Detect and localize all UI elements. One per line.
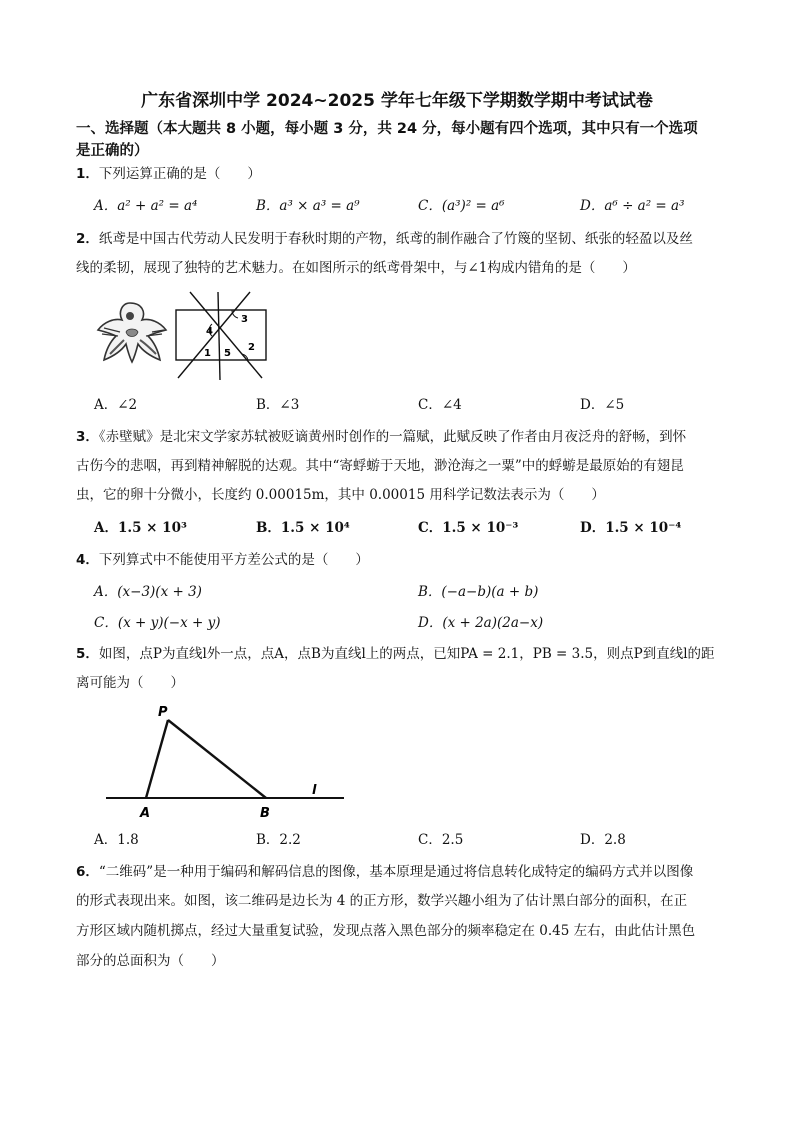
q1-option-c: C．(a³)² = a⁶: [418, 198, 505, 214]
question-5: [76, 644, 736, 664]
q4-option-c: C．(x + y)(−x + y): [94, 615, 221, 631]
point-b-label: B: [260, 806, 270, 821]
q2-option-d: D．∠5: [580, 397, 625, 413]
segment-pb: [168, 720, 266, 798]
question-6-line-2: 的形式表现出来。如图，该二维码是边长为 4 的正方形，数学兴趣小组为了估计黑白部分的面积，在正: [76, 893, 688, 909]
angle-label-5: 5: [224, 348, 231, 359]
question-4: [76, 550, 736, 570]
question-5-line-1: 如图，点P为直线l外一点，点A，点B为直线l上的两点，已知PA = 2.1，PB = 3.5，则点P到直线l的距: [98, 646, 715, 662]
kite-bird-image: [98, 303, 166, 362]
question-6-line-4: 部分的总面积为（ ）: [76, 953, 225, 969]
angle-label-2: 2: [248, 342, 255, 353]
q1-option-d: D．a⁶ ÷ a² = a³: [580, 198, 685, 214]
question-5-line-2: 离可能为（ ）: [76, 675, 184, 691]
question-3-line-2: 古伤今的悲咽，再到精神解脱的达观。其中“寄蜉蝣于天地，渺沧海之一粟”中的蜉蝣是最原始的有翅昆: [76, 458, 684, 474]
q3-option-b: B．1.5 × 10⁴: [256, 520, 350, 536]
question-1-text: 下列运算正确的是（ ）: [98, 166, 261, 182]
angle-label-1: 1: [204, 348, 211, 359]
section-heading-line-1: 一、选择题（本大题共 8 小题，每小题 3 分，共 24 分，每小题有四个选项，其中只有一个选项: [76, 121, 698, 137]
question-3-line-3: 虫，它的卵十分微小，长度约 0.00015m，其中 0.00015 用科学记数法表示为（ ）: [76, 487, 605, 503]
question-5-number: 5．: [76, 646, 99, 662]
question-3-number: 3．: [76, 429, 99, 445]
section-heading-line-2: 是正确的）: [76, 143, 149, 159]
q3-option-d: D．1.5 × 10⁻⁴: [580, 520, 682, 536]
question-3-line-1: 《赤壁赋》是北宋文学家苏轼被贬谪黄州时创作的一篇赋，此赋反映了作者由月夜泛舟的舒畅，到怀: [98, 429, 687, 445]
segment-pa: [146, 720, 168, 798]
frame-diagonal-1: [190, 292, 262, 378]
q2-option-a: A．∠2: [94, 397, 138, 413]
frame-diagonal-2: [178, 292, 250, 378]
line-l-label: l: [312, 783, 317, 798]
question-1-number: 1．: [76, 166, 99, 182]
point-line-diagram: [100, 700, 350, 822]
question-4-number: 4．: [76, 552, 99, 568]
angle-label-3: 3: [241, 314, 248, 325]
frame-vertical: [218, 292, 220, 380]
q4-option-d: D．(x + 2a)(2a−x): [418, 615, 544, 631]
question-3: [76, 427, 736, 447]
q5-option-c: C．2.5: [418, 832, 464, 848]
q3-option-a: A．1.5 × 10³: [94, 520, 187, 536]
question-2-number: 2．: [76, 231, 99, 247]
question-6: [76, 862, 736, 882]
q2-option-b: B．∠3: [256, 397, 300, 413]
point-a-label: A: [140, 806, 151, 821]
q5-option-b: B．2.2: [256, 832, 301, 848]
question-6-number: 6．: [76, 864, 99, 880]
question-6-line-3: 方形区域内随机掷点，经过大量重复试验，发现点落入黑色部分的频率稳定在 0.45 左右，由此估计黑色: [76, 923, 696, 939]
q3-option-c: C．1.5 × 10⁻³: [418, 520, 519, 536]
question-6-line-1: “二维码”是一种用于编码和解码信息的图像，基本原理是通过将信息转化成特定的编码方式并以图像: [98, 864, 694, 880]
angle-label-4: 4: [206, 326, 213, 337]
question-4-text: 下列算式中不能使用平方差公式的是（ ）: [98, 552, 369, 568]
q5-option-d: D．2.8: [580, 832, 626, 848]
q5-option-a: A．1.8: [94, 832, 139, 848]
question-2: [76, 229, 736, 249]
section-heading: [76, 118, 736, 162]
q4-option-a: A．(x−3)(x + 3): [94, 584, 202, 600]
question-2-line-2: 线的柔韧，展现了独特的艺术魅力。在如图所示的纸鸢骨架中，与∠1构成内错角的是（ ）: [76, 260, 636, 276]
q2-option-c: C．∠4: [418, 397, 462, 413]
kite-frame-diagram: [168, 288, 272, 384]
exam-title: 广东省深圳中学 2024~2025 学年七年级下学期数学期中考试试卷: [141, 91, 653, 111]
q4-option-b: B．(−a−b)(a + b): [418, 584, 539, 600]
question-1: [76, 164, 736, 184]
q1-option-a: A．a² + a² = a⁴: [94, 198, 198, 214]
angle-3-arc: [232, 310, 238, 318]
point-p-label: P: [158, 705, 168, 720]
question-2-line-1: 纸鸢是中国古代劳动人民发明于春秋时期的产物，纸鸢的制作融合了竹篾的坚韧、纸张的轻盈以及丝: [98, 231, 693, 247]
q1-option-b: B．a³ × a³ = a⁹: [256, 198, 360, 214]
